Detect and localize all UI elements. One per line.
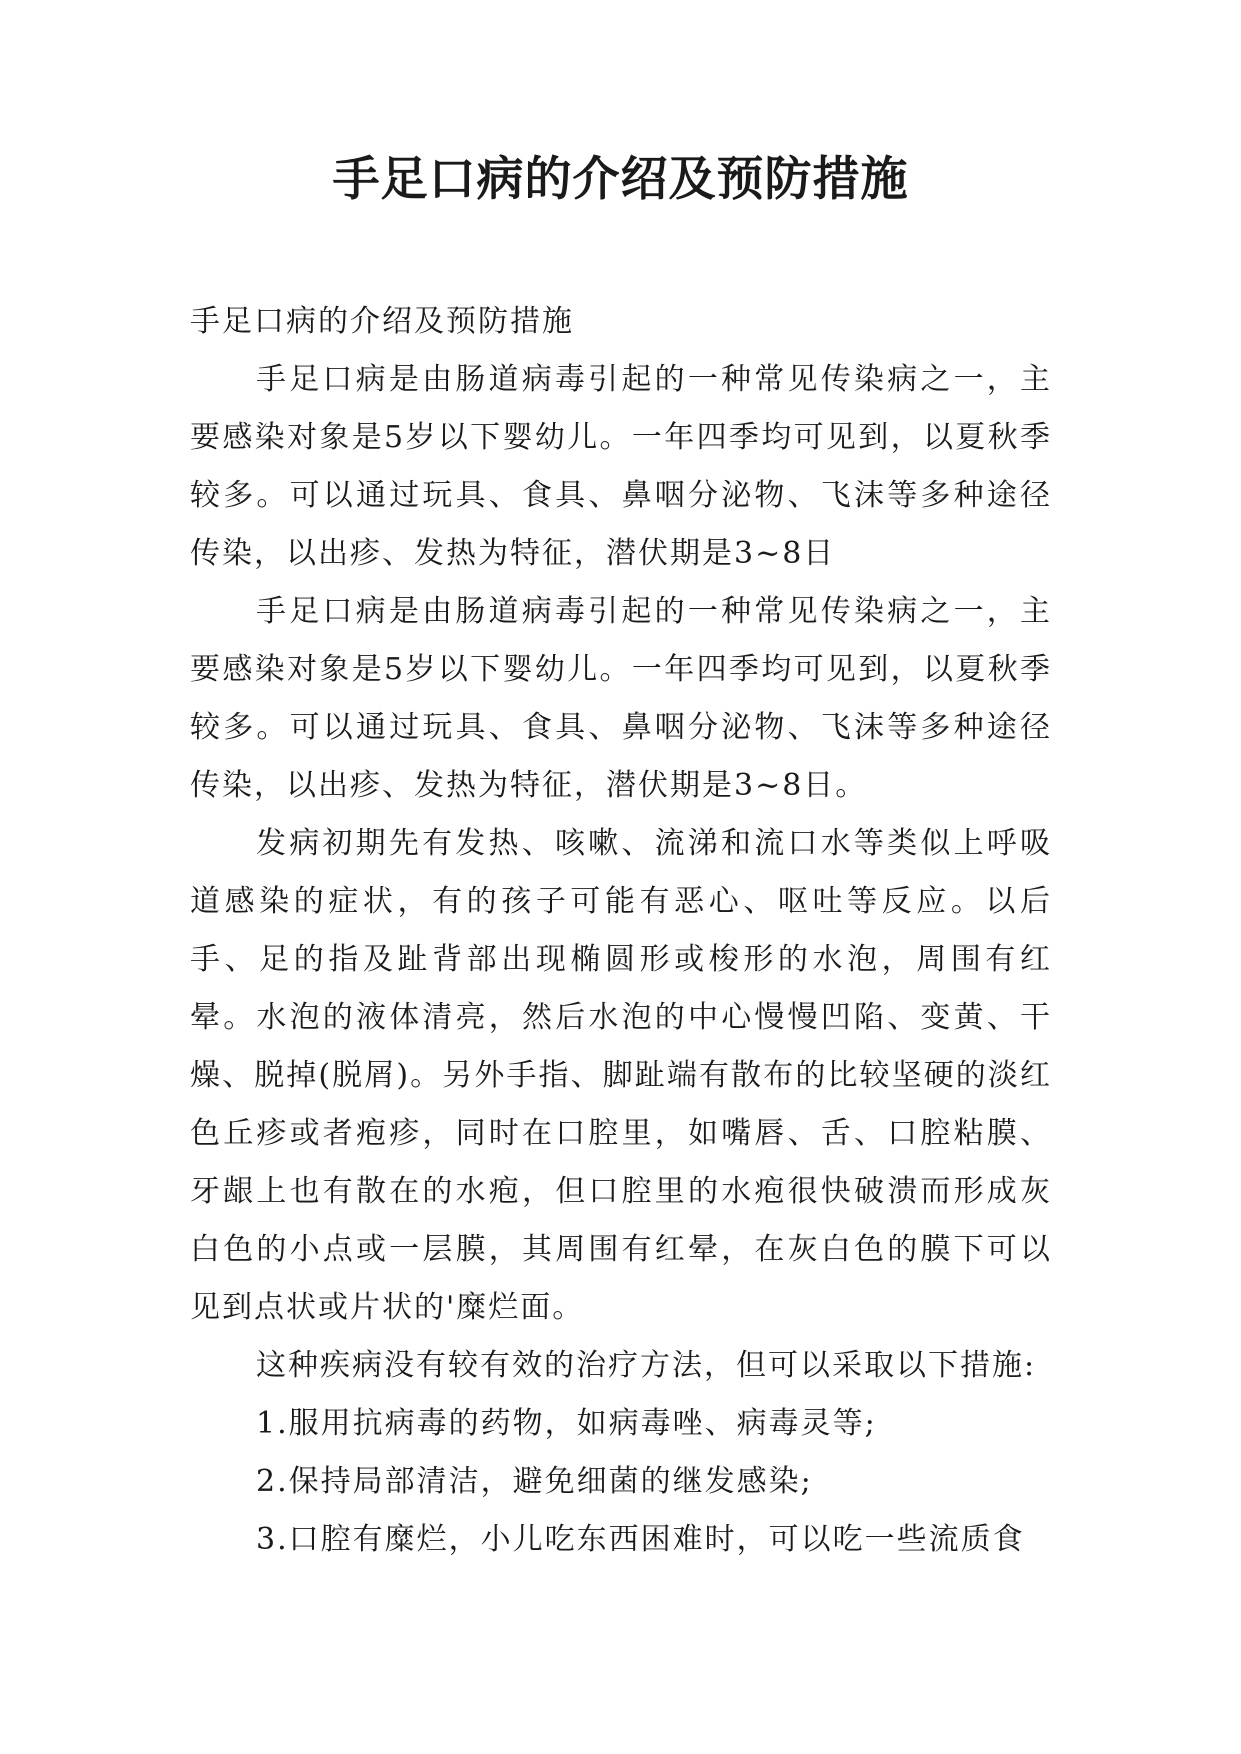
list-item-3: 3.口腔有糜烂，小儿吃东西困难时，可以吃一些流质食 [256, 1522, 1025, 1557]
paragraph-intro: 手足口病是由肠道病毒引起的一种常见传染病之一，主要感染对象是5岁以下婴幼儿。一年四季均可见到，以夏秋季较多。可以通过玩具、食具、鼻咽分泌物、飞沫等多种途径传染，以出疹、发热为特征，潜伏期是3~8日 [190, 362, 1052, 571]
paragraph-symptoms: 发病初期先有发热、咳嗽、流涕和流口水等类似上呼吸道感染的症状，有的孩子可能有恶心、呕吐等反应。以后手、足的指及趾背部出现椭圆形或梭形的水泡，周围有红晕。水泡的液体清亮，然后水泡的中心慢慢凹陷、变黄、干燥、脱掉(脱屑)。另外手指、脚趾端有散布的比较坚硬的淡红色丘疹或者疱疹，同时在口腔里，如嘴唇、舌、口腔粘膜、牙龈上也有散在的水疱，但口腔里的水疱很快破溃而形成灰白色的小点或一层膜，其周围有红晕，在灰白色的膜下可以见到点状或片状的'糜烂面。 [190, 826, 1052, 1325]
paragraph-treatment-intro: 这种疾病没有较有效的治疗方法，但可以采取以下措施: [256, 1348, 1037, 1383]
page-title: 手足口病的介绍及预防措施 [332, 152, 909, 207]
list-item-2: 2.保持局部清洁，避免细菌的继发感染; [256, 1464, 813, 1499]
paragraph-intro-repeat: 手足口病是由肠道病毒引起的一种常见传染病之一，主要感染对象是5岁以下婴幼儿。一年四季均可见到，以夏秋季较多。可以通过玩具、食具、鼻咽分泌物、飞沫等多种途径传染，以出疹、发热为特征，潜伏期是3~8日。 [190, 594, 1052, 803]
list-item-1: 1.服用抗病毒的药物，如病毒唑、病毒灵等; [256, 1406, 877, 1441]
section-heading: 手足口病的介绍及预防措施 [190, 304, 574, 339]
document-body [190, 293, 1052, 1569]
